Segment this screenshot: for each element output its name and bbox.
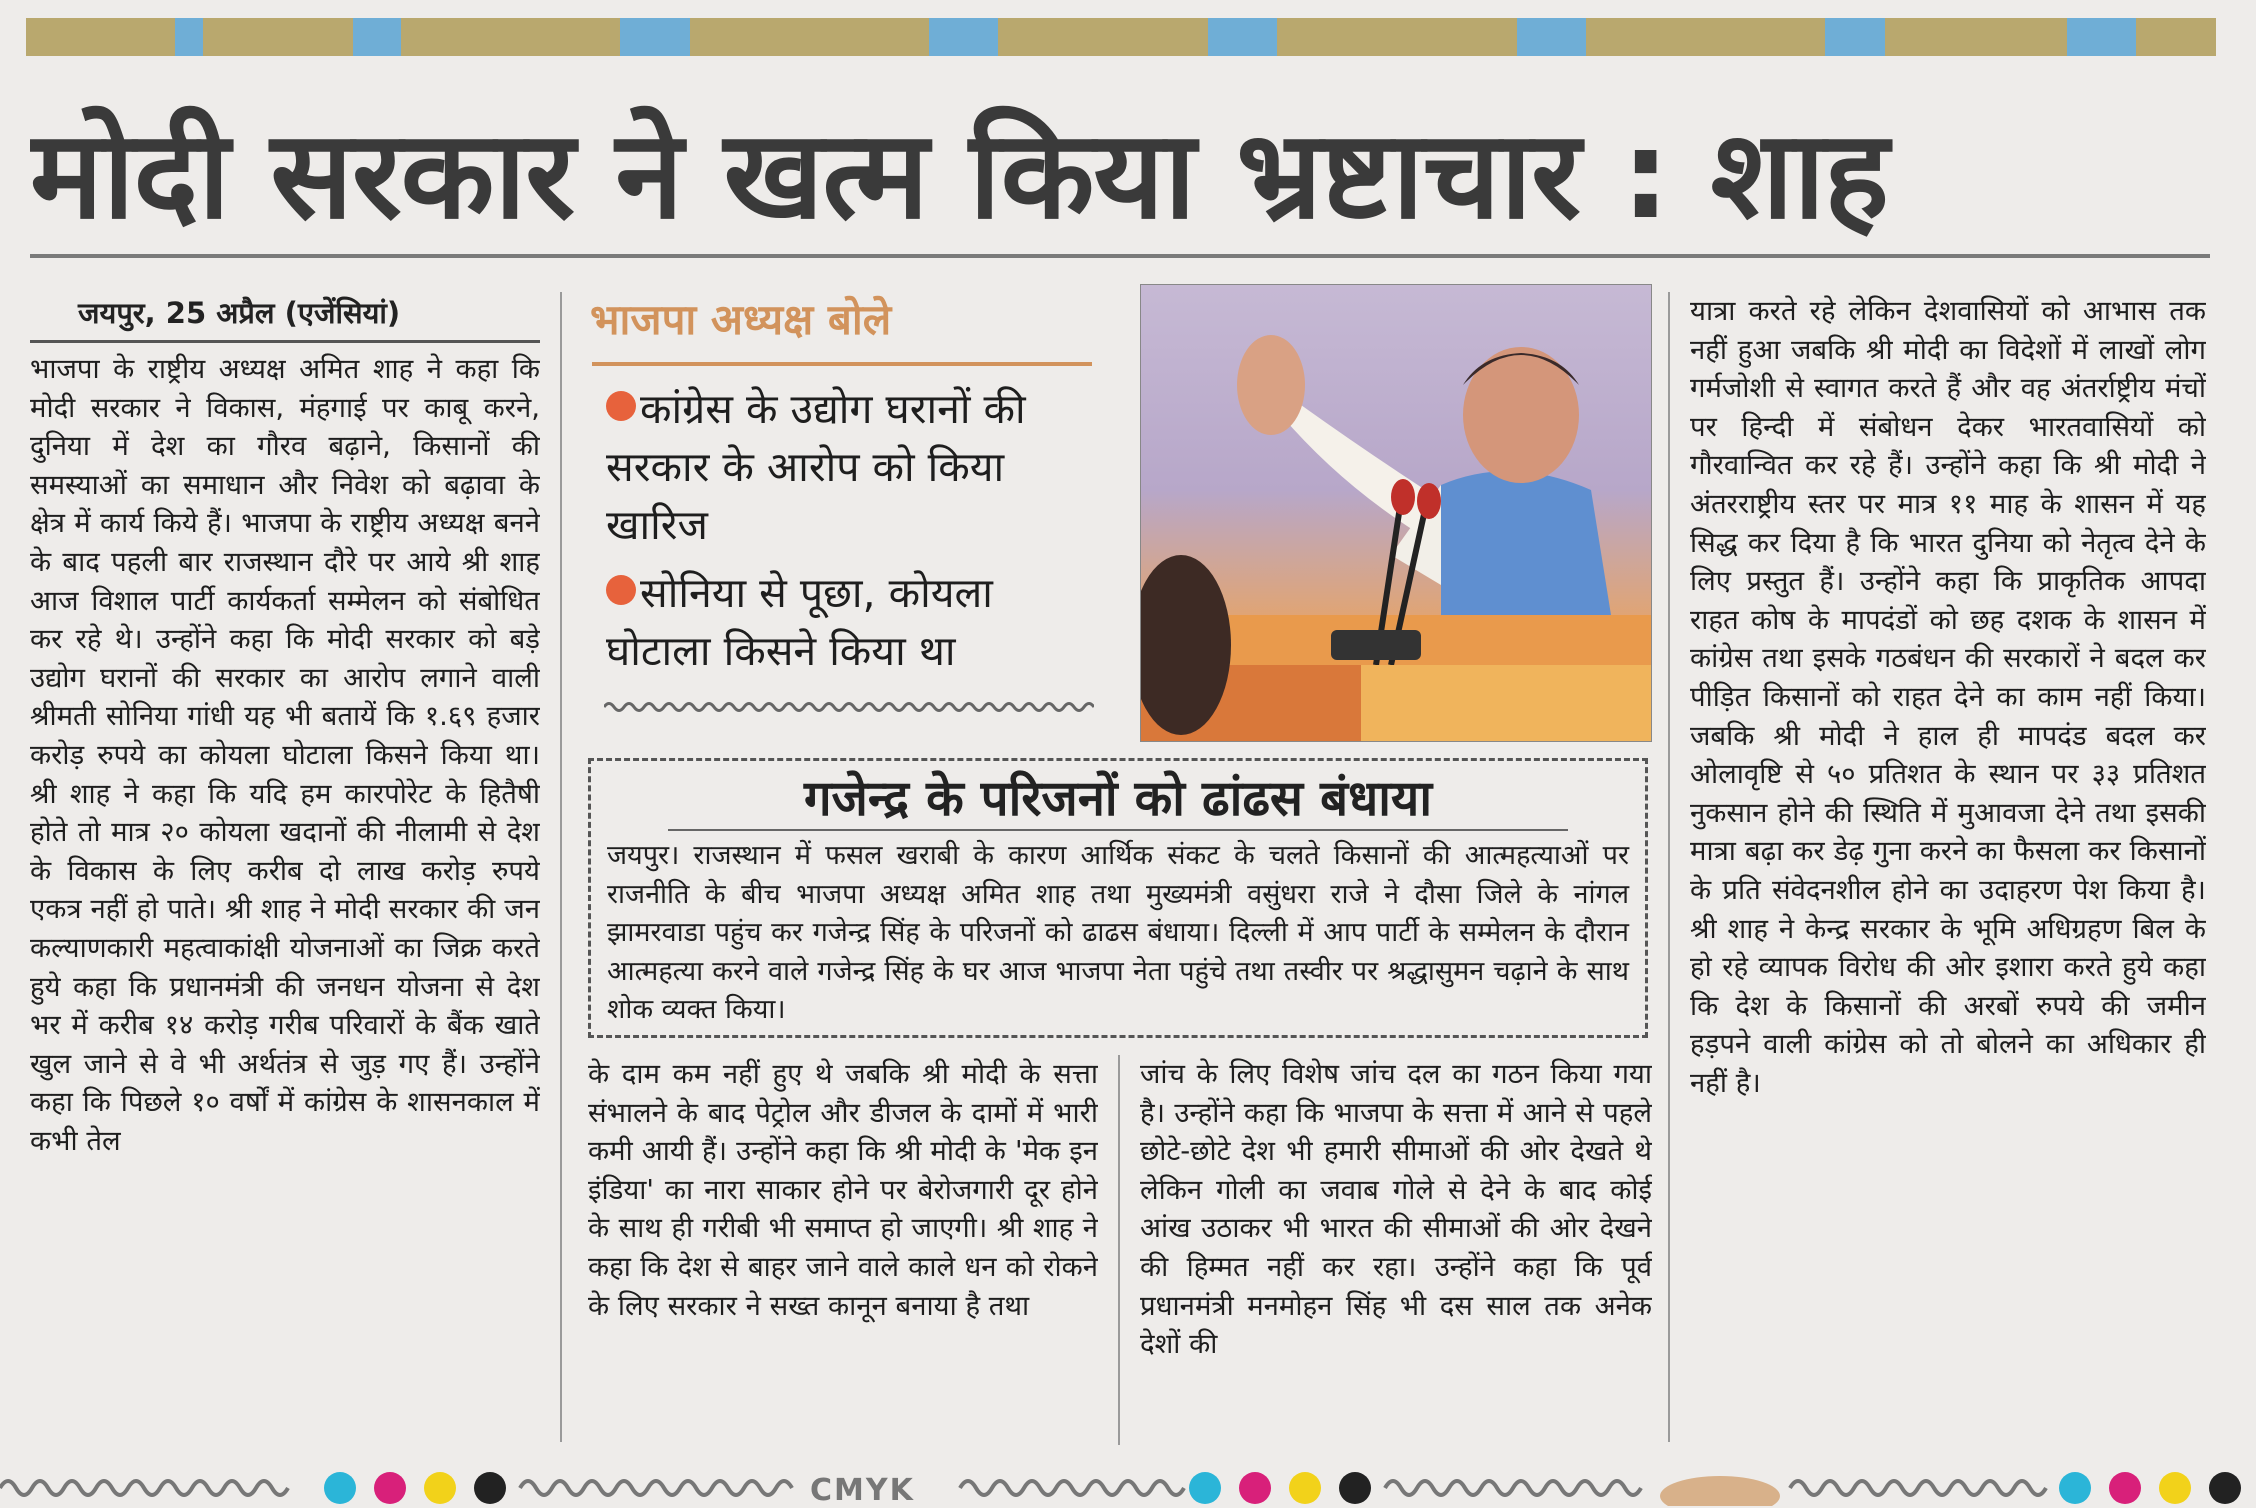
- kicker: भाजपा अध्यक्ष बोले: [590, 295, 892, 344]
- speaker-photo-icon: [1141, 285, 1651, 741]
- boxed-story-body: जयपुर। राजस्थान में फसल खराबी के कारण आर्थिक संकट के चलते किसानों की आत्महत्याओं पर राजनीति के बीच भाजपा अध्यक्ष अमित शाह तथा मुख्यमंत्री वसुंधरा राजे ने दौसा जिले के नांगल झामरवाडा पहुंच कर गजेन्द्र सिंह के परिजनों को ढाढस बंधाया। दिल्ली में आप पार्टी के सम्मेलन के दौरान आत्महत्या करने वाले गजेन्द्र सिंह के घर आज भाजपा नेता पहुंचे तथा तस्वीर पर श्रद्धासुमन चढ़ाने के साथ शोक व्यक्त किया।: [607, 840, 1629, 1025]
- article-column-mid-1: [588, 1055, 1098, 1445]
- column-divider: [560, 292, 562, 1442]
- cmyk-print-mark: CMYK: [810, 1473, 915, 1508]
- boxed-story: [588, 758, 1648, 1038]
- kicker-rule: [592, 362, 1092, 366]
- column-right-text: यात्रा करते रहे लेकिन देशवासियों को आभास तक नहीं हुआ जबकि श्री मोदी का विदेशों में लाखों लोग गर्मजोशी से स्वागत करते हैं और वह अंतर्राष्ट्रीय मंचों पर हिन्दी में संबोधन देकर भारतवासियों को गौरवान्वित कर रहे हैं। उन्होंने कहा कि श्री मोदी ने अंतरराष्ट्रीय स्तर पर मात्र ११ माह के शासन में यह सिद्ध कर दिया है कि भारत दुनिया को नेतृत्व देने के लिए प्रस्तुत हैं। उन्होंने कहा कि प्राकृतिक आपदा राहत कोष के मापदंडों को छह दशक के शासन में कांग्रेस तथा इसके गठबंधन की सरकारों ने बदल कर पीड़ित किसानों को राहत देने का काम नहीं किया। जबकि श्री मोदी ने हाल ही मापदंड बदल कर ओलावृष्टि से ५० प्रतिशत के स्थान पर ३३ प्रतिशत नुकसान होने की स्थिति में मुआवजा देने तथा इसकी मात्रा बढ़ा कर डेढ़ गुना करने का फैसला कर किसानों के प्रति संवेदनशील होने का उदाहरण पेश किया है। श्री शाह ने केन्द्र सरकार के भूमि अधिग्रहण बिल के हो रहे व्यापक विरोध की ओर इशारा करते हुये कहा कि देश के किसानों की अरबों रुपये की जमीन हड़पने वाली कांग्रेस को तो बोलने का अधिकार ही नहीं है।: [1690, 295, 2206, 1099]
- column-divider: [1668, 292, 1670, 1442]
- column-divider: [1118, 1055, 1120, 1445]
- bullet-item: [606, 564, 1096, 680]
- speaker-photo: [1140, 284, 1652, 742]
- column-mid-2-text: जांच के लिए विशेष जांच दल का गठन किया गया है। उन्होंने कहा कि भाजपा के सत्ता में आने से पहले छोटे-छोटे देश भी हमारी सीमाओं की ओर देखते थे लेकिन गोली का जवाब गोले से देने के बाद कोई आंख उठाकर भी भारत की सीमाओं की ओर देखने की हिम्मत नहीं कर रहा। उन्होंने कहा कि पूर्व प्रधानमंत्री मनमोहन सिंह भी दस साल तक अनेक देशों की: [1140, 1058, 1652, 1361]
- headline-rule: [30, 254, 2210, 258]
- column-mid-1-text: के दाम कम नहीं हुए थे जबकि श्री मोदी के सत्ता संभालने के बाद पेट्रोल और डीजल के दामों में भारी कमी आयी हैं। उन्होंने कहा कि श्री मोदी के 'मेक इन इंडिया' का नारा साकार होने पर बेरोजगारी दूर होने के साथ ही गरीबी भी समाप्त हो जाएगी। श्री शाह ने कहा कि देश से बाहर जाने वाले काले धन को रोकने के लिए सरकार ने सख्त कानून बनाया है तथा: [588, 1058, 1098, 1322]
- dateline-rule: [30, 340, 540, 343]
- wavy-divider: [604, 700, 1094, 714]
- bullet-dot-icon: [606, 575, 636, 605]
- column-1-text: भाजपा के राष्ट्रीय अध्यक्ष अमित शाह ने कहा कि मोदी सरकार ने विकास, मंहगाई पर काबू करने, दुनिया में देश का गौरव बढ़ाने, किसानों की समस्याओं का समाधान और निवेश को बढ़ावा के क्षेत्र में कार्य किये हैं। भाजपा के राष्ट्रीय अध्यक्ष बनने के बाद पहली बार राजस्थान दौरे पर आये श्री शाह आज विशाल पार्टी कार्यकर्ता सम्मेलन को संबोधित कर रहे थे। उन्होंने कहा कि मोदी सरकार को बड़े उद्योग घरानों की सरकार का आरोप लगाने वाली श्रीमती सोनिया गांधी यह भी बतायें कि १.६९ हजार करोड़ रुपये का कोयला घोटाला किसने किया था। श्री शाह ने कहा कि यदि हम कारपोरेट के हितैषी होते तो मात्र २० कोयला खदानों की नीलामी से देश के विकास के लिए करीब दो लाख करोड़ रुपये एकत्र नहीं हो पाते। श्री शाह ने मोदी सरकार की जन कल्याणकारी महत्वाकांक्षी योजनाओं का जिक्र करते हुये कहा कि प्रधानमंत्री की जनधन योजना से देश भर में करीब १४ करोड़ गरीब परिवारों के बैंक खाते खुल जाने से वे भी अर्थतंत्र से जुड़ गए हैं। उन्होंने कहा कि पिछले १० वर्षों में कांग्रेस के शासनकाल में कभी तेल: [30, 353, 540, 1157]
- bullet-text: सोनिया से पूछा, कोयला घोटाला किसने किया था: [606, 569, 993, 675]
- article-column-1: [30, 350, 540, 1445]
- bottom-decorative-strip: [0, 1470, 2256, 1506]
- article-column-right: [1690, 292, 2206, 1442]
- boxed-story-title-rule: [668, 829, 1568, 831]
- bullet-text: कांग्रेस के उद्योग घरानों की सरकार के आरोप को किया खारिज: [606, 385, 1026, 549]
- top-decorative-strip: [26, 18, 2216, 56]
- boxed-story-title: गजेन्द्र के परिजनों को ढांढस बंधाया: [803, 770, 1433, 827]
- article-column-mid-2: [1140, 1055, 1652, 1445]
- bullet-item: [606, 380, 1096, 554]
- dateline: जयपुर, 25 अप्रैल (एजेंसियां): [78, 296, 401, 330]
- bullet-dot-icon: [606, 391, 636, 421]
- highlight-bullets: [606, 380, 1096, 680]
- headline: मोदी सरकार ने खत्म किया भ्रष्टाचार : शाह: [30, 104, 1888, 246]
